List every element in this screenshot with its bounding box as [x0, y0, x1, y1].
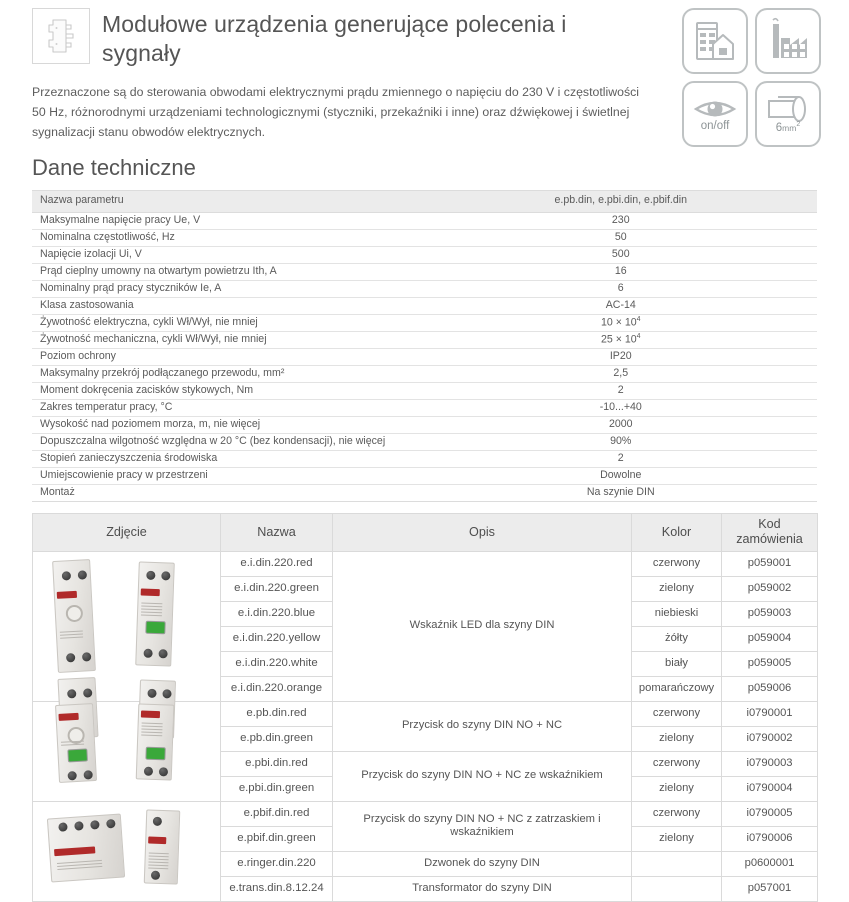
products-table-row[interactable]: [33, 551, 818, 576]
tech-param-value: 6: [425, 280, 818, 297]
tech-param-value: Dowolne: [425, 467, 818, 484]
products-col-photo: Zdjęcie: [33, 513, 221, 551]
badge-cable-section-label: [776, 121, 800, 134]
tech-param-name: Maksymalne napięcie pracy Ue, V: [32, 212, 425, 229]
tech-table-row: [32, 450, 817, 467]
product-color: pomarańczowy: [632, 676, 722, 701]
tech-table-header-row: [32, 190, 817, 212]
tech-param-value: -10...+40: [425, 399, 818, 416]
photo-led-indicators: [33, 552, 220, 701]
tech-table-row: [32, 263, 817, 280]
tech-param-value: 500: [425, 246, 818, 263]
product-color: [632, 851, 722, 876]
tech-param-name: Nominalny prąd pracy styczników Ie, A: [32, 280, 425, 297]
product-name: e.i.din.220.orange: [221, 676, 333, 701]
product-color: zielony: [632, 726, 722, 751]
product-name: e.i.din.220.green: [221, 576, 333, 601]
tech-param-name: Nominalna częstotliwość, Hz: [32, 229, 425, 246]
photo-push-buttons: [33, 701, 221, 801]
tech-param-value: AC-14: [425, 297, 818, 314]
product-order-code[interactable]: p059001: [722, 551, 818, 576]
product-order-code[interactable]: i0790004: [722, 776, 818, 801]
product-order-code[interactable]: i0790005: [722, 801, 818, 826]
tech-table-row: [32, 297, 817, 314]
product-photo-module: [47, 813, 125, 882]
tech-param-value: 2: [425, 382, 818, 399]
product-order-code[interactable]: p059006: [722, 676, 818, 701]
tech-table-row: [32, 433, 817, 450]
tech-param-name: Zakres temperatur pracy, °C: [32, 399, 425, 416]
tech-param-value-exponent: 4: [636, 333, 641, 340]
badge-building-house: [682, 8, 748, 74]
badge-cable-section: [755, 81, 821, 147]
page-title: Modułowe urządzenia generujące polecenia i sygnały: [102, 11, 567, 67]
tech-table-row: [32, 382, 817, 399]
tech-param-value: 90%: [425, 433, 818, 450]
product-name: e.pb.din.green: [221, 726, 333, 751]
tech-param-value: 230: [425, 212, 818, 229]
tech-table-row: [32, 484, 817, 501]
product-name: e.pbif.din.red: [221, 801, 333, 826]
tech-param-name: Moment dokręcenia zacisków stykowych, Nm: [32, 382, 425, 399]
product-photo-module: [136, 703, 175, 780]
product-name: e.pbif.din.green: [221, 826, 333, 851]
product-photo-module: [52, 559, 96, 673]
tech-param-value: 2: [425, 450, 818, 467]
product-color: czerwony: [632, 751, 722, 776]
product-color: biały: [632, 651, 722, 676]
tech-param-name: Napięcie izolacji Ui, V: [32, 246, 425, 263]
product-description: Wskaźnik LED dla szyny DIN: [333, 551, 632, 701]
photo-push-buttons: [33, 702, 220, 801]
product-color: żółty: [632, 626, 722, 651]
product-description: Przycisk do szyny DIN NO + NC z zatrzaskiem i wskaźnikiem: [333, 801, 632, 851]
product-color: zielony: [632, 826, 722, 851]
products-table-row[interactable]: [33, 801, 818, 826]
tech-param-name: Prąd cieplny umowny na otwartym powietrzu Ith, A: [32, 263, 425, 280]
tech-param-name: Wysokość nad poziomem morza, m, nie więcej: [32, 416, 425, 433]
product-description: Przycisk do szyny DIN NO + NC ze wskaźnikiem: [333, 751, 632, 801]
products-table-header-row: [33, 513, 818, 551]
product-description: Transformator do szyny DIN: [333, 876, 632, 901]
product-name: e.trans.din.8.12.24: [221, 876, 333, 901]
tech-param-value: IP20: [425, 348, 818, 365]
product-color: [632, 876, 722, 901]
product-order-code[interactable]: p059002: [722, 576, 818, 601]
tech-table-row: [32, 331, 817, 348]
product-name: e.i.din.220.blue: [221, 601, 333, 626]
product-name: e.pbi.din.red: [221, 751, 333, 776]
tech-param-value: 16: [425, 263, 818, 280]
product-color: czerwony: [632, 551, 722, 576]
product-color: czerwony: [632, 701, 722, 726]
cable-unit-sup: 2: [796, 120, 801, 128]
products-col-color: Kolor: [632, 513, 722, 551]
product-order-code[interactable]: p0600001: [722, 851, 818, 876]
tech-param-name: Umiejscowienie pracy w przestrzeni: [32, 467, 425, 484]
products-table: [32, 513, 818, 902]
factory-icon: [764, 18, 812, 64]
tech-table-row: [32, 229, 817, 246]
cable-cross-section-icon: [765, 95, 811, 123]
tech-param-value: Na szynie DIN: [425, 484, 818, 501]
products-col-code-line1: Kod: [758, 516, 781, 531]
product-name: e.pb.din.red: [221, 701, 333, 726]
product-order-code[interactable]: p059005: [722, 651, 818, 676]
badge-factory: [755, 8, 821, 74]
product-name: e.i.din.220.red: [221, 551, 333, 576]
tech-param-name: Maksymalny przekrój podłączanego przewodu, mm²: [32, 365, 425, 382]
tech-table-row: [32, 246, 817, 263]
tech-param-name: Stopień zanieczyszczenia środowiska: [32, 450, 425, 467]
intro-paragraph: Przeznaczone są do sterowania obwodami elektrycznymi prądu zmiennego o napięciu do 230 V i częstotliwości 50 Hz, różnorodnymi urządzeniami technologicznymi (styczniki, przekaźniki i inne) oraz dźwiękowej i świetlnej sygnalizacji stanu obwodów elektrycznych.: [32, 84, 639, 139]
tech-table-row: [32, 314, 817, 331]
photo-led-indicators: [33, 551, 221, 701]
tech-param-name: Montaż: [32, 484, 425, 501]
tech-param-name: Żywotność mechaniczna, cykli Wł/Wył, nie mniej: [32, 331, 425, 348]
product-name: e.i.din.220.yellow: [221, 626, 333, 651]
building-house-icon: [691, 18, 739, 64]
product-order-code[interactable]: p059004: [722, 626, 818, 651]
din-module-icon: [32, 8, 90, 64]
tech-col-value: e.pb.din, e.pbi.din, e.pbif.din: [425, 190, 818, 212]
product-photo-module: [55, 703, 97, 783]
product-description: Dzwonek do szyny DIN: [333, 851, 632, 876]
products-table-row[interactable]: [33, 701, 818, 726]
tech-param-value: 50: [425, 229, 818, 246]
tech-col-parameter: Nazwa parametru: [32, 190, 425, 212]
product-order-code[interactable]: p059003: [722, 601, 818, 626]
tech-table-row: [32, 467, 817, 484]
product-name: e.pbi.din.green: [221, 776, 333, 801]
products-col-desc: Opis: [333, 513, 632, 551]
badge-on-off-label: on/off: [700, 120, 730, 132]
tech-table-row: [32, 212, 817, 229]
product-name: e.i.din.220.white: [221, 651, 333, 676]
tech-table-row: [32, 416, 817, 433]
tech-param-name: Klasa zastosowania: [32, 297, 425, 314]
tech-param-name: Dopuszczalna wilgotność względna w 20 °C (bez kondensacji), nie więcej: [32, 433, 425, 450]
product-order-code[interactable]: i0790003: [722, 751, 818, 776]
product-order-code[interactable]: i0790001: [722, 701, 818, 726]
products-col-code-line2: zamówienia: [736, 532, 803, 547]
badge-on-off: [682, 81, 748, 147]
tech-section-heading: Dane techniczne: [32, 154, 196, 180]
product-order-code[interactable]: i0790006: [722, 826, 818, 851]
tech-param-value: 2000: [425, 416, 818, 433]
product-photo-module: [144, 809, 181, 884]
technical-data-table: [32, 190, 817, 502]
cable-value: 6: [775, 121, 783, 134]
product-order-code[interactable]: i0790002: [722, 726, 818, 751]
tech-table-row: [32, 280, 817, 297]
products-col-name: Nazwa: [221, 513, 333, 551]
tech-param-value: $25 \times 10^4$: [425, 331, 818, 348]
product-description: Przycisk do szyny DIN NO + NC: [333, 701, 632, 751]
feature-badges: [682, 8, 821, 147]
products-col-code: [722, 513, 818, 551]
tech-param-value: 2,5: [425, 365, 818, 382]
tech-table-row: [32, 399, 817, 416]
product-photo-module: [135, 561, 175, 666]
photo-ringer-transformer: [33, 802, 220, 901]
product-color: zielony: [632, 776, 722, 801]
tech-param-value-exponent: 4: [636, 316, 641, 323]
product-color: niebieski: [632, 601, 722, 626]
product-order-code[interactable]: p057001: [722, 876, 818, 901]
tech-param-name: Poziom ochrony: [32, 348, 425, 365]
photo-ringer-transformer: [33, 801, 221, 901]
tech-param-value: $10 \times 10^4$: [425, 314, 818, 331]
product-color: czerwony: [632, 801, 722, 826]
product-color: zielony: [632, 576, 722, 601]
cable-unit: mm: [782, 122, 797, 133]
tech-table-row: [32, 365, 817, 382]
tech-table-row: [32, 348, 817, 365]
tech-param-name: Żywotność elektryczna, cykli Wł/Wył, nie mniej: [32, 314, 425, 331]
eye-icon: [693, 96, 737, 122]
product-name: e.ringer.din.220: [221, 851, 333, 876]
